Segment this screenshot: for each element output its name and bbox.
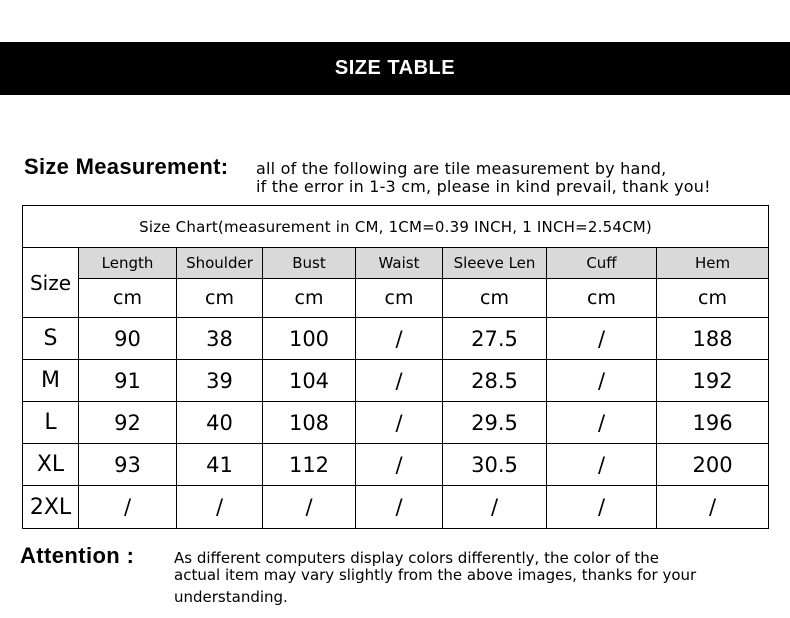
column-header: Sleeve Len	[443, 248, 547, 279]
size-table-banner	[0, 42, 790, 95]
measurement-note-line-1: all of the following are tile measurement by hand,	[256, 159, 667, 178]
value-cell: 39	[177, 360, 263, 402]
column-header: Length	[79, 248, 177, 279]
table-row	[23, 486, 769, 529]
size-cell: 2XL	[23, 486, 79, 529]
value-cell: 29.5	[443, 402, 547, 444]
value-cell: 100	[263, 318, 356, 360]
value-cell: /	[263, 486, 356, 529]
column-header: Waist	[356, 248, 443, 279]
value-cell: /	[547, 360, 657, 402]
size-cell: L	[23, 402, 79, 444]
value-cell: 92	[79, 402, 177, 444]
value-cell: 27.5	[443, 318, 547, 360]
table-row	[23, 360, 769, 402]
unit-cell: cm	[177, 279, 263, 318]
attention-line-1: As different computers display colors differently, the color of the	[174, 549, 660, 567]
unit-cell: cm	[547, 279, 657, 318]
column-header: Cuff	[547, 248, 657, 279]
table-caption: Size Chart(measurement in CM, 1CM=0.39 INCH, 1 INCH=2.54CM)	[23, 206, 769, 248]
value-cell: 93	[79, 444, 177, 486]
value-cell: 108	[263, 402, 356, 444]
unit-cell: cm	[443, 279, 547, 318]
value-cell: /	[547, 318, 657, 360]
banner-title: SIZE TABLE	[334, 57, 456, 79]
value-cell: 40	[177, 402, 263, 444]
measurement-heading: Size Measurement:	[24, 154, 229, 179]
value-cell: 112	[263, 444, 356, 486]
value-cell: 90	[79, 318, 177, 360]
unit-cell: cm	[657, 279, 769, 318]
value-cell: /	[657, 486, 769, 529]
value-cell: 200	[657, 444, 769, 486]
value-cell: 196	[657, 402, 769, 444]
measurement-note-line-2: if the error in 1-3 cm, please in kind prevail, thank you!	[256, 177, 711, 196]
size-chart-table	[22, 205, 769, 529]
size-column-header: Size	[23, 248, 79, 318]
measurement-note	[256, 160, 711, 196]
attention-line-2: actual item may vary slightly from the above images, thanks for your	[174, 566, 697, 584]
value-cell: /	[547, 444, 657, 486]
unit-cell: cm	[356, 279, 443, 318]
column-header: Hem	[657, 248, 769, 279]
value-cell: /	[443, 486, 547, 529]
attention-body	[174, 550, 774, 606]
value-cell: /	[79, 486, 177, 529]
column-header: Bust	[263, 248, 356, 279]
attention-heading: Attention :	[20, 543, 135, 568]
value-cell: /	[356, 402, 443, 444]
value-cell: 188	[657, 318, 769, 360]
size-cell: S	[23, 318, 79, 360]
value-cell: 192	[657, 360, 769, 402]
value-cell: 30.5	[443, 444, 547, 486]
table-row	[23, 444, 769, 486]
value-cell: 28.5	[443, 360, 547, 402]
size-cell: M	[23, 360, 79, 402]
value-cell: /	[547, 402, 657, 444]
value-cell: /	[356, 486, 443, 529]
value-cell: /	[356, 360, 443, 402]
size-cell: XL	[23, 444, 79, 486]
value-cell: 104	[263, 360, 356, 402]
table-row	[23, 402, 769, 444]
table-row	[23, 318, 769, 360]
value-cell: /	[547, 486, 657, 529]
value-cell: /	[177, 486, 263, 529]
value-cell: /	[356, 318, 443, 360]
column-header: Shoulder	[177, 248, 263, 279]
unit-cell: cm	[79, 279, 177, 318]
value-cell: /	[356, 444, 443, 486]
value-cell: 91	[79, 360, 177, 402]
unit-cell: cm	[263, 279, 356, 318]
value-cell: 41	[177, 444, 263, 486]
value-cell: 38	[177, 318, 263, 360]
attention-line-3: understanding.	[174, 588, 288, 606]
